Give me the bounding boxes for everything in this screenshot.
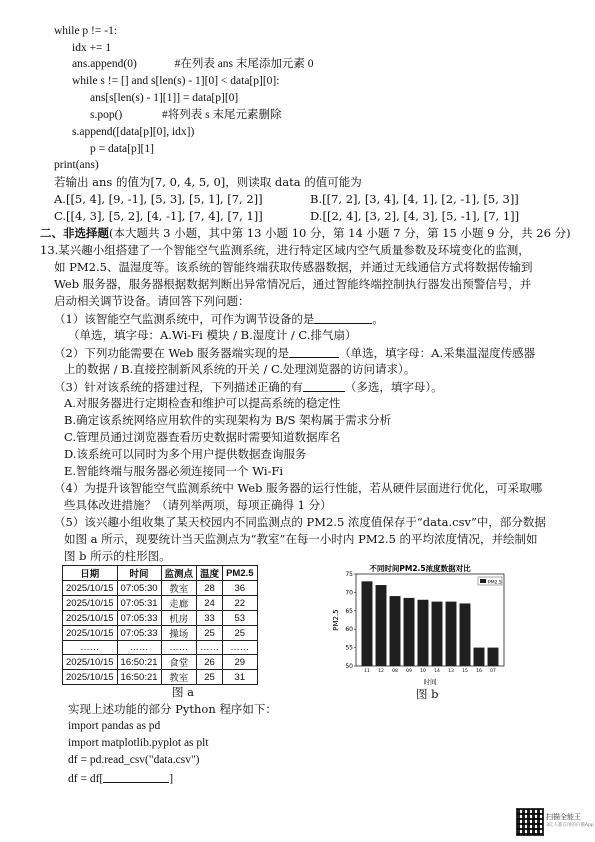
table-cell: 2025/10/15 bbox=[63, 611, 118, 626]
code-text: s.pop() bbox=[90, 109, 123, 121]
table-cell: 36 bbox=[223, 581, 257, 596]
table-row bbox=[63, 655, 258, 670]
table-cell: 22 bbox=[223, 596, 257, 611]
table-cell: 25 bbox=[197, 670, 223, 685]
option-c: C.[[4, 3], [5, 2], [4, -1], [7, 4], [7, 1]] bbox=[54, 209, 263, 223]
subquestion-5: （5）该兴趣小组收集了某天校园内不同监测点的 PM2.5 浓度值保存于“data.csv”中，部分数据 bbox=[54, 515, 546, 529]
table-cell: 28 bbox=[197, 581, 223, 596]
chart-bar bbox=[362, 581, 373, 666]
x-tick-label: 08 bbox=[392, 669, 398, 674]
section-heading bbox=[40, 226, 571, 240]
table-cell: 操场 bbox=[161, 626, 197, 641]
subquestion-text: （2）下列功能需要在 Web 服务器端实现的是 bbox=[54, 346, 290, 360]
section-note: (本大题共 3 小题，其中第 13 小题 10 分，第 14 小题 7 分，第 15 小题 9 分，共 26 分) bbox=[109, 226, 571, 240]
table-cell: 53 bbox=[223, 611, 257, 626]
table-header: 监测点 bbox=[161, 566, 197, 581]
table-cell: 25 bbox=[223, 626, 257, 641]
table-cell: 机房 bbox=[161, 611, 197, 626]
subquestion-hint: （单选，填字母：A.Wi-Fi 模块 / B.湿度计 / C.排气扇） bbox=[68, 328, 357, 342]
option-c: C.管理员通过浏览器查看历史数据时需要知道数据库名 bbox=[64, 430, 341, 444]
code-line: idx += 1 bbox=[72, 42, 112, 54]
subquestion-4: （4）为提升该智能空气监测系统中 Web 服务器的运行性能，若从硬件层面进行优化，可采取哪 bbox=[54, 481, 543, 495]
y-axis-label: PM2.5 bbox=[332, 609, 340, 631]
table-header: 温度 bbox=[197, 566, 223, 581]
code-line bbox=[68, 770, 173, 786]
table-cell: 2025/10/15 bbox=[63, 596, 118, 611]
code-intro: 实现上述功能的部分 Python 程序如下： bbox=[68, 702, 277, 716]
subquestion-1 bbox=[54, 311, 384, 326]
subquestion-5-cont: 图 b 所示的柱形图。 bbox=[64, 549, 171, 563]
subquestion-5-cont: 如图 a 所示，现要统计当天监测点为“教室”在每一小时内 PM2.5 的平均浓度情况，并绘制如 bbox=[64, 532, 538, 546]
table-cell: 29 bbox=[223, 655, 257, 670]
code-line: ans[s[len(s) - 1][1]] = data[p][0] bbox=[90, 92, 239, 104]
table-cell: 2025/10/15 bbox=[63, 626, 118, 641]
table-header-row bbox=[63, 566, 258, 581]
table-cell: 教室 bbox=[161, 581, 197, 596]
subquestion-hint: 上的数据 / B.直接控制新风系统的开关 / C.处理浏览器的访问请求）。 bbox=[64, 362, 416, 376]
table-cell: …… bbox=[161, 641, 197, 655]
x-tick-label: 10 bbox=[420, 669, 426, 674]
chart-bar bbox=[390, 596, 401, 666]
y-tick-label: 50 bbox=[345, 663, 353, 670]
code-line: df = pd.read_csv("data.csv") bbox=[68, 754, 200, 766]
pm25-bar-chart bbox=[330, 562, 510, 686]
table-cell: 07:05:33 bbox=[117, 611, 161, 626]
table-cell: 33 bbox=[197, 611, 223, 626]
code-line: import pandas as pd bbox=[68, 720, 161, 732]
answer-blank[interactable] bbox=[289, 345, 339, 358]
subquestion-4-cont: 些具体改进措施？（请列举两项，每项正确得 1 分） bbox=[64, 498, 332, 512]
table-cell: 07:05:31 bbox=[117, 596, 161, 611]
chart-bar bbox=[404, 598, 415, 666]
option-b: B.[[7, 2], [3, 4], [4, 1], [2, -1], [5, 3]] bbox=[310, 192, 519, 206]
table-cell: …… bbox=[223, 641, 257, 655]
subquestion-text: （3）针对该系统的搭建过程，下列描述正确的有 bbox=[54, 380, 303, 394]
table-row bbox=[63, 611, 258, 626]
x-tick-label: 14 bbox=[434, 669, 440, 674]
answer-blank[interactable] bbox=[314, 311, 372, 324]
x-tick-label: 09 bbox=[406, 669, 412, 674]
answer-blank[interactable] bbox=[303, 379, 345, 392]
code-line: import matplotlib.pyplot as plt bbox=[68, 737, 209, 749]
option-e: E.智能终端与服务器必须连接同一个 Wi-Fi bbox=[64, 464, 284, 478]
option-a: A.[[5, 4], [9, -1], [5, 3], [5, 1], [7, 2]] bbox=[54, 192, 263, 206]
chart-bar bbox=[474, 648, 485, 666]
table-cell: 25 bbox=[197, 626, 223, 641]
table-header: PM2.5 bbox=[223, 566, 257, 581]
chart-bar bbox=[488, 648, 499, 666]
section-title: 二、非选择题 bbox=[40, 226, 109, 240]
table-header: 日期 bbox=[63, 566, 118, 581]
legend-swatch bbox=[480, 579, 486, 583]
code-line: s.append([data[p][0], idx]) bbox=[72, 126, 195, 138]
question-paragraph: 如 PM2.5、温湿度等。该系统的智能终端获取传感器数据，并通过无线通信方式将数据传输到 bbox=[54, 260, 533, 274]
table-cell: 2025/10/15 bbox=[63, 670, 118, 685]
option-d: D.[[2, 4], [3, 2], [4, 3], [5, -1], [7, 1]] bbox=[310, 209, 520, 223]
table-cell: 走廊 bbox=[161, 596, 197, 611]
code-answer-blank[interactable] bbox=[103, 770, 169, 783]
x-tick-label: 11 bbox=[364, 669, 370, 674]
question-paragraph: 13.某兴趣小组搭建了一个智能空气监测系统，进行特定区域内空气质量参数及环境变化的监测， bbox=[40, 243, 530, 257]
y-tick-label: 60 bbox=[345, 626, 353, 634]
table-row bbox=[63, 596, 258, 611]
code-line bbox=[90, 108, 282, 122]
subquestion-3 bbox=[54, 379, 443, 394]
legend-label: PM2.5 bbox=[488, 580, 502, 586]
code-line: print(ans) bbox=[54, 159, 99, 171]
watermark-tagline: 3亿人都在用的扫描App bbox=[546, 823, 594, 828]
table-cell: 2025/10/15 bbox=[63, 655, 118, 670]
y-tick-label: 65 bbox=[345, 607, 353, 615]
qr-code-icon bbox=[516, 808, 544, 836]
table-row bbox=[63, 581, 258, 596]
subquestion-2 bbox=[54, 345, 535, 360]
chart-bar bbox=[418, 600, 429, 666]
y-tick-label: 75 bbox=[345, 571, 353, 578]
data-table bbox=[62, 565, 258, 685]
watermark-app-name: 扫描全能王 bbox=[546, 813, 581, 821]
subquestion-text: （多选，填字母）。 bbox=[344, 380, 443, 394]
table-cell: 31 bbox=[223, 670, 257, 685]
table-row bbox=[63, 641, 258, 655]
figure-b-caption: 图 b bbox=[416, 687, 439, 701]
table-header: 时间 bbox=[117, 566, 161, 581]
table-cell: 16:50:21 bbox=[117, 670, 161, 685]
table-cell: 24 bbox=[197, 596, 223, 611]
x-tick-label: 13 bbox=[448, 669, 454, 674]
option-d: D.该系统可以同时为多个用户提供数据查询服务 bbox=[64, 447, 307, 461]
option-a: A.对服务器进行定期检查和维护可以提高系统的稳定性 bbox=[64, 396, 341, 410]
code-text: ans.append(0) bbox=[72, 58, 137, 70]
chart-bar bbox=[460, 603, 471, 666]
subquestion-text: （单选，填字母：A.采集温湿度传感器 bbox=[339, 346, 536, 360]
question-paragraph: Web 服务器，服务器根据数据判断出异常情况后，通过智能终端控制执行器发出预警信号，并 bbox=[54, 277, 532, 291]
chart-bar bbox=[376, 585, 387, 666]
table-cell: …… bbox=[63, 641, 118, 655]
chart-title: 不同时间PM2.5浓度数据对比 bbox=[369, 564, 471, 573]
table-cell: 2025/10/15 bbox=[63, 581, 118, 596]
figure-a-caption: 图 a bbox=[172, 685, 195, 699]
subquestion-text: 。 bbox=[372, 312, 384, 326]
code-line: p = data[p][1] bbox=[90, 143, 154, 155]
code-line: while s != [] and s[len(s) - 1][0] < data[p][0]: bbox=[72, 75, 280, 87]
code-text: df = df[ bbox=[68, 773, 104, 785]
subquestion-text: （1）该智能空气监测系统中，可作为调节设备的是 bbox=[54, 312, 315, 326]
table-cell: 07:05:30 bbox=[117, 581, 161, 596]
code-text: ] bbox=[169, 773, 174, 785]
x-axis-label: 时间 bbox=[423, 678, 437, 686]
table-cell: 16:50:21 bbox=[117, 655, 161, 670]
table-cell: …… bbox=[117, 641, 161, 655]
table-cell: 食堂 bbox=[161, 655, 197, 670]
table-cell: 07:05:33 bbox=[117, 626, 161, 641]
table-row bbox=[63, 626, 258, 641]
table-cell: 教室 bbox=[161, 670, 197, 685]
code-line bbox=[72, 57, 314, 71]
y-tick-label: 55 bbox=[345, 644, 353, 652]
code-line: while p != -1: bbox=[54, 25, 118, 37]
question-stem: 若输出 ans 的值为[7, 0, 4, 5, 0]，则读取 data 的值可能为 bbox=[54, 175, 362, 189]
x-tick-label: 15 bbox=[462, 669, 468, 674]
y-tick-label: 70 bbox=[345, 589, 353, 597]
x-tick-label: 16 bbox=[476, 669, 482, 674]
x-tick-label: 07 bbox=[490, 669, 496, 674]
chart-bar bbox=[432, 602, 443, 666]
chart-bar bbox=[446, 602, 457, 666]
question-paragraph: 启动相关调节设备。请回答下列问题： bbox=[54, 294, 250, 308]
x-tick-label: 12 bbox=[378, 669, 384, 674]
code-comment: #将列表 s 末尾元素删除 bbox=[162, 109, 282, 121]
option-b: B.确定该系统网络应用软件的实现架构为 B/S 架构属于需求分析 bbox=[64, 413, 392, 427]
code-comment: #在列表 ans 末尾添加元素 0 bbox=[174, 58, 314, 70]
table-row bbox=[63, 670, 258, 685]
table-cell: …… bbox=[197, 641, 223, 655]
table-cell: 26 bbox=[197, 655, 223, 670]
